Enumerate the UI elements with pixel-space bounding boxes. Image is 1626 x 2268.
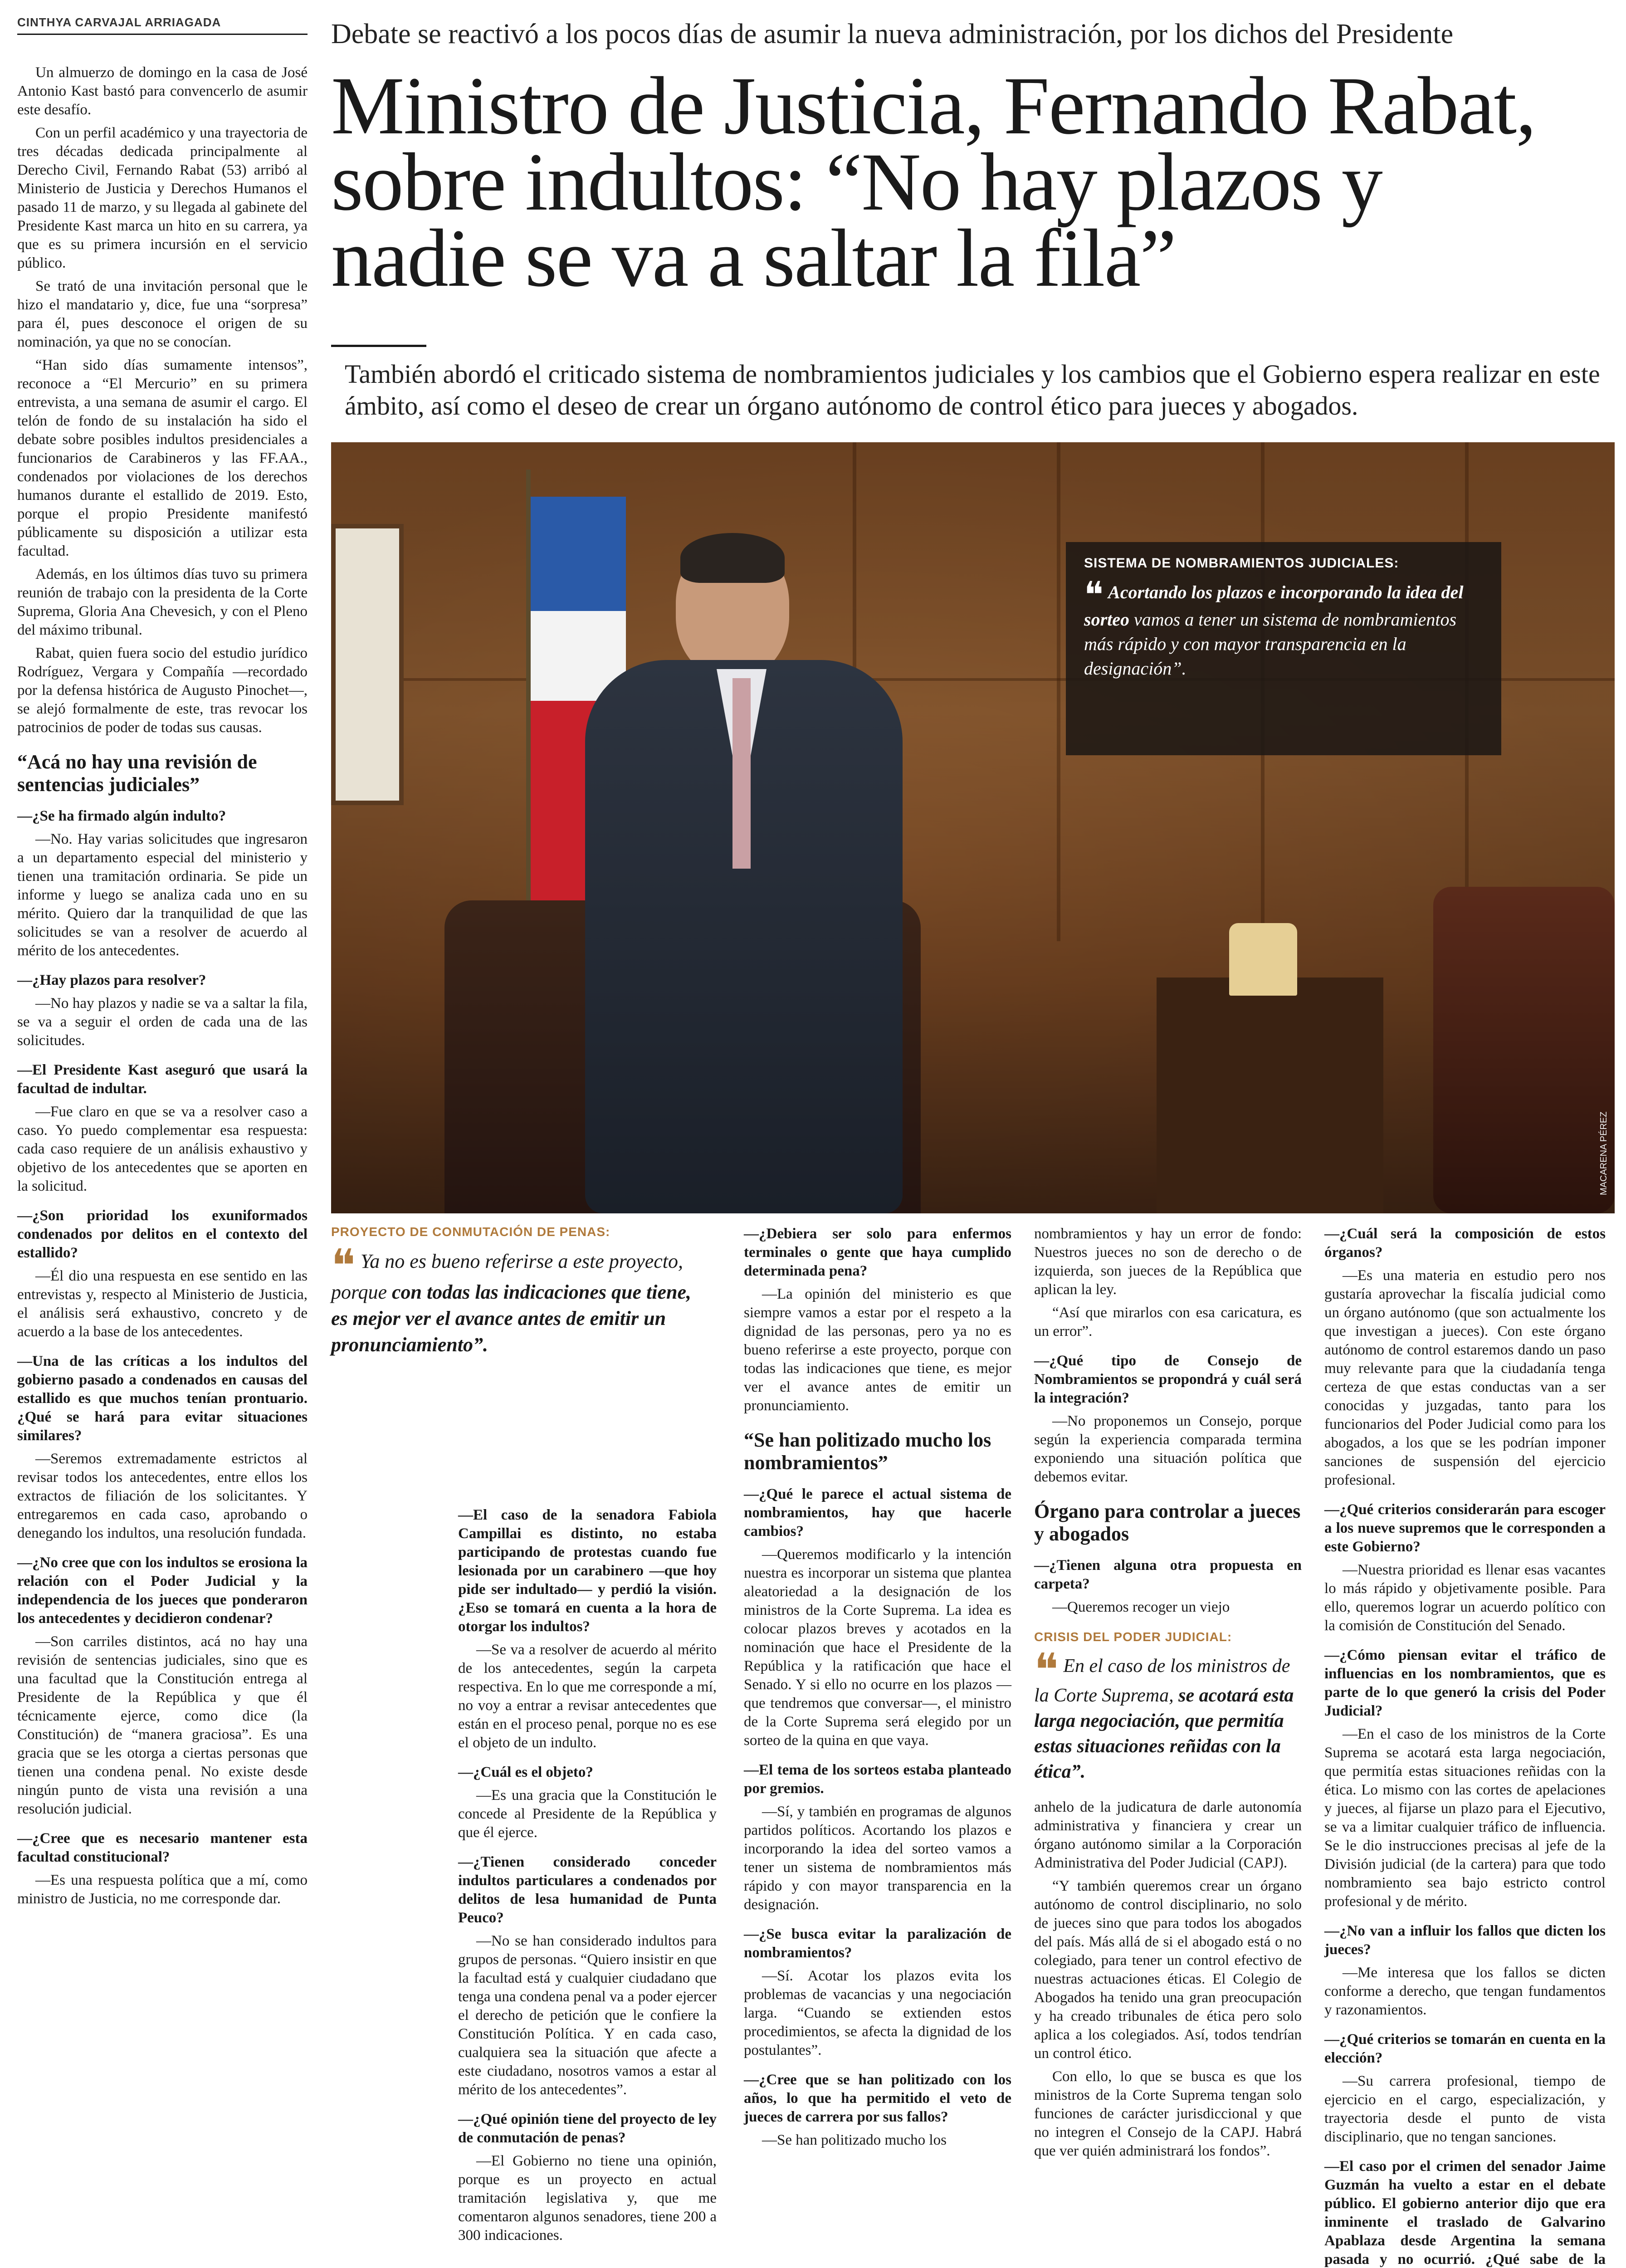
photo-quote-text bbox=[1084, 574, 1483, 681]
deck: También abordó el criticado sistema de nombramientos judiciales y los cambios que el Gobierno espera realizar en este ámbito, así como el deseo de crear un órgano autónomo de control ético para jueces y abogados. bbox=[345, 359, 1600, 420]
question: — ¿Qué tipo de Consejo de Nombramientos se propondrá y cuál será la integración? bbox=[1034, 1352, 1302, 1408]
headline bbox=[331, 60, 1615, 304]
question: — ¿No cree que con los indultos se erosiona la relación con el Poder Judicial y la independencia de los jueces que ponderaron los antecedentes y decidieron condenar? bbox=[17, 1554, 308, 1628]
question: — ¿No van a influir los fallos que dicten los jueces? bbox=[1324, 1922, 1606, 1959]
headline-line-3: nadie se va a saltar la fila” bbox=[331, 213, 1176, 304]
question: — ¿Tienen considerado conceder indultos particulares a condenados por delitos de lesa humanidad de Punta Peuco? bbox=[458, 1853, 717, 1927]
answer: —Nuestra prioridad es llenar esas vacantes lo más rápido y objetivamente posible. Para ello, queremos lograr un acuerdo político con la comisión de Constitución del Senado. bbox=[1324, 1562, 1606, 1634]
question: — ¿Cree que es necesario mantener esta facultad constitucional? bbox=[17, 1829, 308, 1867]
intro-paragraph: Se trató de una invitación personal que le hizo el mandatario y, dice, fue una “sorpresa” para él, pues desconoce el origen de su nominación, ya que no se conocían. bbox=[17, 278, 308, 350]
wall-painting bbox=[331, 524, 404, 805]
headline-line-2: sobre indultos: “No hay plazos y bbox=[331, 137, 1382, 228]
question: — El caso de la senadora Fabiola Campillai es distinto, no estaba participando de protestas cuando fue lesionada por un carabinero —que hoy pide ser indultado— y perdió la visión. ¿Eso se tomará en cuenta a la hora de otorgar los indultos? bbox=[458, 1506, 717, 1636]
answer: —Se va a resolver de acuerdo al mérito de los antecedentes, según la carpeta respectiva. En lo que me corresponde a mí, no voy a entrar a revisar antecedentes que están en el proceso penal, porque no es ese el objeto de un indulto. bbox=[458, 1642, 717, 1751]
answer: —Sí. Acotar los plazos evita los problemas de vacancias y una negociación larga. “Cuando se extienden estos procedimientos, se afecta la dignidad de los postulantes”. bbox=[744, 1968, 1011, 2058]
intro-paragraph: Rabat, quien fuera socio del estudio jurídico Rodríguez, Vergara y Compañía —recordado por la defensa histórica de Augusto Pinochet—, se alejó formalmente de este, tras revocar los patrocinios de poder de todas sus causas. bbox=[17, 645, 308, 736]
answer: —Se han politizado mucho los bbox=[762, 2132, 947, 2148]
question: — El Presidente Kast aseguró que usará la facultad de indultar. bbox=[17, 1061, 308, 1098]
question: — ¿Cree que se han politizado con los años, lo que ha permitido el veto de jueces de carrera por sus fallos? bbox=[744, 2071, 1011, 2126]
headline-line-1: Ministro de Justicia, Fernando Rabat, bbox=[331, 60, 1536, 152]
paragraph: Con ello, lo que se busca es que los ministros de la Corte Suprema tengan solo funciones de carácter jurisdiccional y que no integren el Consejo de la CAPJ. Habrá que ver quién administrará los fondos”. bbox=[1034, 2068, 1302, 2159]
column-2 bbox=[458, 1506, 717, 2249]
quote-mark-icon: ❝ bbox=[1084, 574, 1104, 616]
wood-panel bbox=[1057, 442, 1060, 941]
question: — ¿Se ha firmado algún indulto? bbox=[17, 807, 308, 826]
pull-quote-crisis bbox=[1034, 1628, 1302, 1784]
column-1 bbox=[17, 64, 308, 1913]
answer: —Son carriles distintos, acá no hay una revisión de sentencias judiciales, sino que es una facultad que la Constitución entrega al Presidente de la República y que él técnicamente ejerce, como dice (la Constitución) de “manera graciosa”. Es una gracia que se les otorga a ciertas personas que tienen una condena penal. No existe desde ningún punto de vista una revisión a una resolución judicial. bbox=[17, 1633, 308, 1817]
pull-quote-conmutacion bbox=[331, 1225, 694, 1358]
question: — ¿Tienen alguna otra propuesta en carpeta? bbox=[1034, 1556, 1302, 1593]
question: — ¿Se busca evitar la paralización de nombramientos? bbox=[744, 1925, 1011, 1962]
pull-quote-label: PROYECTO DE CONMUTACIÓN DE PENAS: bbox=[331, 1225, 610, 1239]
minister-photo bbox=[331, 442, 1615, 1213]
answer: —La opinión del ministerio es que siempre vamos a estar por el respeto a la dignidad de las personas, pero ya no es bueno referirse a este proyecto, porque con todas las indicaciones que tiene, es mejor ver el avance antes de emitir un pronunciamiento. bbox=[744, 1286, 1011, 1414]
intro-paragraph: Un almuerzo de domingo en la casa de José Antonio Kast bastó para convencerlo de asumir este desafío. bbox=[17, 64, 308, 118]
photo-quote-rest: vamos a tener un sistema de nombramientos más rápido y con mayor transparencia en la designación”. bbox=[1084, 609, 1457, 679]
pull-quote-text bbox=[331, 1239, 694, 1358]
intro-paragraph: Además, en los últimos días tuvo su primera reunión de trabajo con la presidenta de la Corte Suprema, Gloria Ana Chevesich, y con el Pleno del máximo tribunal. bbox=[17, 566, 308, 638]
answer: —Queremos recoger un viejo bbox=[1052, 1599, 1230, 1615]
subhead-organo: Órgano para controlar a jueces y abogados bbox=[1034, 1500, 1301, 1545]
quote-mark-icon: ❝ bbox=[331, 1239, 356, 1292]
question: — ¿Cómo piensan evitar el tráfico de influencias en los nombramientos, que es parte de lo que generó la crisis del Poder Judicial? bbox=[1324, 1646, 1606, 1721]
question: — El tema de los sorteos estaba planteado por gremios. bbox=[744, 1761, 1011, 1798]
intro-paragraph: “Han sido días sumamente intensos”, reconoce a “El Mercurio” en su primera entrevista, a una semana de asumir el cargo. El telón de fondo de su instalación ha sido el debate sobre posibles indultos presidenciales a funcionarios de Carabineros y las FF.AA., condenados por violaciones de los derechos humanos durante el estallido de 2019. Esto, porque el propio Presidente manifestó públicamente su disposición a utilizar esta facultad. bbox=[17, 357, 308, 559]
photo-quote-bold: Acortando los plazos e incorporando la idea del sorteo bbox=[1084, 582, 1464, 630]
question: — ¿Son prioridad los exuniformados condenados por delitos en el contexto del estallido? bbox=[17, 1207, 308, 1262]
pull-quote-pre: En el caso de los ministros de la Corte Suprema, bbox=[1034, 1656, 1290, 1706]
answer: —Es una respuesta política que a mí, como ministro de Justicia, no me corresponde dar. bbox=[17, 1872, 308, 1907]
photo-credit: MACARENA PÉREZ bbox=[1599, 1111, 1609, 1195]
column-5 bbox=[1324, 1225, 1606, 2268]
column-4 bbox=[1034, 1225, 1302, 2165]
minister-hair bbox=[680, 533, 785, 583]
answer: —No proponemos un Consejo, porque según la experiencia comparada termina exponiendo una situación política que debemos evitar. bbox=[1034, 1413, 1302, 1485]
answer: —No se han considerado indultos para grupos de personas. “Quiero insistir en que la facultad está y cualquier ciudadano que tenga una condena penal va a poder ejercer el derecho de petición que le confiere la Constitución Política. Y en cada caso, cualquiera sea la situación que afecte a este ciudadano, nosotros vamos a estar al mérito de los antecedentes”. bbox=[458, 1933, 717, 2098]
answer: —No. Hay varias solicitudes que ingresaron a un departamento especial del ministerio y tienen una tramitación ordinaria. Se pide un informe y luego se analiza cada uno en su mérito. Quiero dar la tranquilidad de que las solicitudes se van a resolver de acuerdo al mérito de los antecedentes. bbox=[17, 831, 308, 959]
armchair bbox=[1433, 887, 1615, 1213]
question: — ¿Qué opinión tiene del proyecto de ley de conmutación de penas? bbox=[458, 2110, 717, 2147]
photo-quote-label: SISTEMA DE NOMBRAMIENTOS JUDICIALES: bbox=[1084, 556, 1399, 571]
answer: —Queremos modificarlo y la intención nuestra es incorporar un sistema que plantea aleatoriedad a la designación de los ministros de la Corte Suprema. La idea es colocar plazos breves y acotados en la nominación que hace el Presidente de la República y la ratificación que hace el Senado. Y si ello no ocurre en los plazos —que tendremos que conversar—, el ministro de la Corte Suprema será elegido por un sorteo de la quina en que vaya. bbox=[744, 1546, 1011, 1749]
lamp-shade bbox=[1229, 923, 1297, 996]
paragraph: “Y también queremos crear un órgano autónomo de control disciplinario, no solo de jueces sino que para todos los abogados del país. Más allá de si el abogado está o no colegiado, para tener un control efectivo de nuestras actuaciones éticas. El Colegio de Abogados ha tenido una gran preocupación y ha creado tribunales de ética pero solo aplica a los colegiados. Así, todos tendrían un control ético. bbox=[1034, 1878, 1302, 2062]
answer: —Él dio una respuesta en ese sentido en las entrevistas y, respecto al Ministerio de Justicia, el análisis será exhaustivo, concreto y de acuerdo a la base de los antecedentes. bbox=[17, 1268, 308, 1340]
byline: CINTHYA CARVAJAL ARRIAGADA bbox=[17, 15, 221, 29]
question: — Una de las críticas a los indultos del gobierno pasado a condenados en causas del estallido es que muchos tenían prontuario. ¿Qué se hará para evitar situaciones similares? bbox=[17, 1352, 308, 1445]
pull-quote-bold: con todas las indicaciones que tiene, es mejor ver el avance antes de emitir un pronunciamiento”. bbox=[331, 1281, 692, 1356]
paragraph: “Así que mirarlos con esa caricatura, es un error”. bbox=[1034, 1305, 1302, 1339]
question: — ¿Qué criterios considerarán para escoger a los nueve supremos que le corresponden a este Gobierno? bbox=[1324, 1501, 1606, 1556]
answer: —Me interesa que los fallos se dicten conforme a derecho, que tengan fundamentos y razonamientos. bbox=[1324, 1965, 1606, 2018]
kicker: Debate se reactivó a los pocos días de asumir la nueva administración, por los dichos del Presidente bbox=[331, 19, 1454, 49]
question: — El caso por el crimen del senador Jaime Guzmán ha vuelto a estar en el debate público. El gobierno anterior dijo que era inminente el traslado de Galvarino Apablaza desde Argentina la semana pasada y no ocurrió. ¿Qué sabe de la bbox=[1324, 2157, 1606, 2268]
paragraph: nombramientos y hay un error de fondo: Nuestros jueces no son de derecho o de izquierda, son jueces de la República que aplican la ley. bbox=[1034, 1226, 1302, 1298]
question: — ¿Qué le parece el actual sistema de nombramientos, hay que hacerle cambios? bbox=[744, 1485, 1011, 1541]
answer: —Sí, y también en programas de algunos partidos políticos. Acortando los plazos e incorporando la idea del sorteo vamos a tener un sistema de nombramientos más rápido y con mayor transparencia en la designación. bbox=[744, 1804, 1011, 1913]
deck-rule bbox=[331, 345, 426, 347]
subhead-revision: “Acá no hay una revisión de sentencias judiciales” bbox=[17, 751, 257, 796]
question: — ¿Hay plazos para resolver? bbox=[17, 971, 308, 990]
answer: —En el caso de los ministros de la Corte Suprema se acotará esta larga negociación, que permitía estas situaciones reñidas con la ética. Lo mismo con las cortes de apelaciones y jueces, al fijarse un plazo para el Ejecutivo, se va a limitar cualquier tráfico de influencia. Se le dio instrucciones precisas al jefe de la División judicial (de la cartera) para que todo nombramiento sea bajo estricto control profesional y de mérito. bbox=[1324, 1726, 1606, 1910]
pull-quote-label: CRISIS DEL PODER JUDICIAL: bbox=[1034, 1630, 1232, 1644]
photo-quote-box bbox=[1066, 542, 1501, 755]
pull-quote-text bbox=[1034, 1643, 1302, 1784]
subhead-politizado: “Se han politizado mucho los nombramientos” bbox=[744, 1429, 991, 1474]
question: — ¿Debiera ser solo para enfermos terminales o gente que haya cumplido determinada pena? bbox=[744, 1225, 1011, 1281]
cabinet bbox=[1157, 978, 1383, 1213]
question: — ¿Cuál será la composición de estos órganos? bbox=[1324, 1225, 1606, 1262]
column-3 bbox=[744, 1225, 1011, 2154]
answer: —Es una materia en estudio pero nos gustaría aprovechar la fiscalía judicial como un órgano autónomo (que son actualmente los que investigan a jueces). Con este órgano autónomo de control estaremos dando un paso muy relevante para que la ciudadanía tenga certeza de que estas conductas van a ser conocidas y juzgadas, tanto para los funcionarios del Poder Judicial como para los abogados, a los que se les podrían imponer sanciones de suspensión del ejercicio profesional. bbox=[1324, 1267, 1606, 1488]
pull-quote-pre: Ya no es bueno referirse a este proyecto, porque bbox=[331, 1250, 684, 1303]
answer: —Su carrera profesional, tiempo de ejercicio en el cargo, especialización, y trayectoria desde el punto de vista disciplinario, que no tengan sanciones. bbox=[1324, 2073, 1606, 2145]
paragraph: anhelo de la judicatura de darle autonomía administrativa y financiera y crear un órgano autónomo similar a la Corporación Administrativa del Poder Judicial (CAPJ). bbox=[1034, 1799, 1302, 1871]
question: — ¿Qué criterios se tomarán en cuenta en la elección? bbox=[1324, 2030, 1606, 2068]
minister-tie bbox=[732, 678, 751, 869]
answer: —El Gobierno no tiene una opinión, porque es un proyecto en actual tramitación legislativa y, que me comentaron algunos senadores, tiene 200 a 300 indicaciones. bbox=[458, 2153, 717, 2244]
answer: —No hay plazos y nadie se va a saltar la fila, se va a seguir el orden de cada una de las solicitudes. bbox=[17, 995, 308, 1049]
byline-rule bbox=[17, 34, 308, 35]
pull-quote-bold: se acotará esta larga negociación, que permitía estas situaciones reñidas con la ética”. bbox=[1034, 1685, 1294, 1782]
answer: —Fue claro en que se va a resolver caso a caso. Yo puedo complementar esa respuesta: cada caso requiere de un análisis exhaustivo y objetivo de los antecedentes que se aporten en la solicitud. bbox=[17, 1104, 308, 1194]
answer: —Es una gracia que la Constitución le concede al Presidente de la República y que él ejerce. bbox=[458, 1787, 717, 1841]
intro-paragraph: Con un perfil académico y una trayectoria de tres décadas dedicada principalmente al Derecho Civil, Fernando Rabat (53) arribó al Ministerio de Justicia y Derechos Humanos el pasado 11 de marzo, y su llegada al gabinete del Presidente Kast marca un hito en su carrera, ya que es su primera incursión en el servicio público. bbox=[17, 125, 308, 271]
quote-mark-icon: ❝ bbox=[1034, 1643, 1059, 1696]
answer: —Seremos extremadamente estrictos al revisar todos los antecedentes, entre ellos los extractos de filiación de los solicitantes. Y entregaremos en cada caso, aprobando o denegando los indultos, una resolución fundada. bbox=[17, 1451, 308, 1541]
question: — ¿Cuál es el objeto? bbox=[458, 1763, 717, 1782]
